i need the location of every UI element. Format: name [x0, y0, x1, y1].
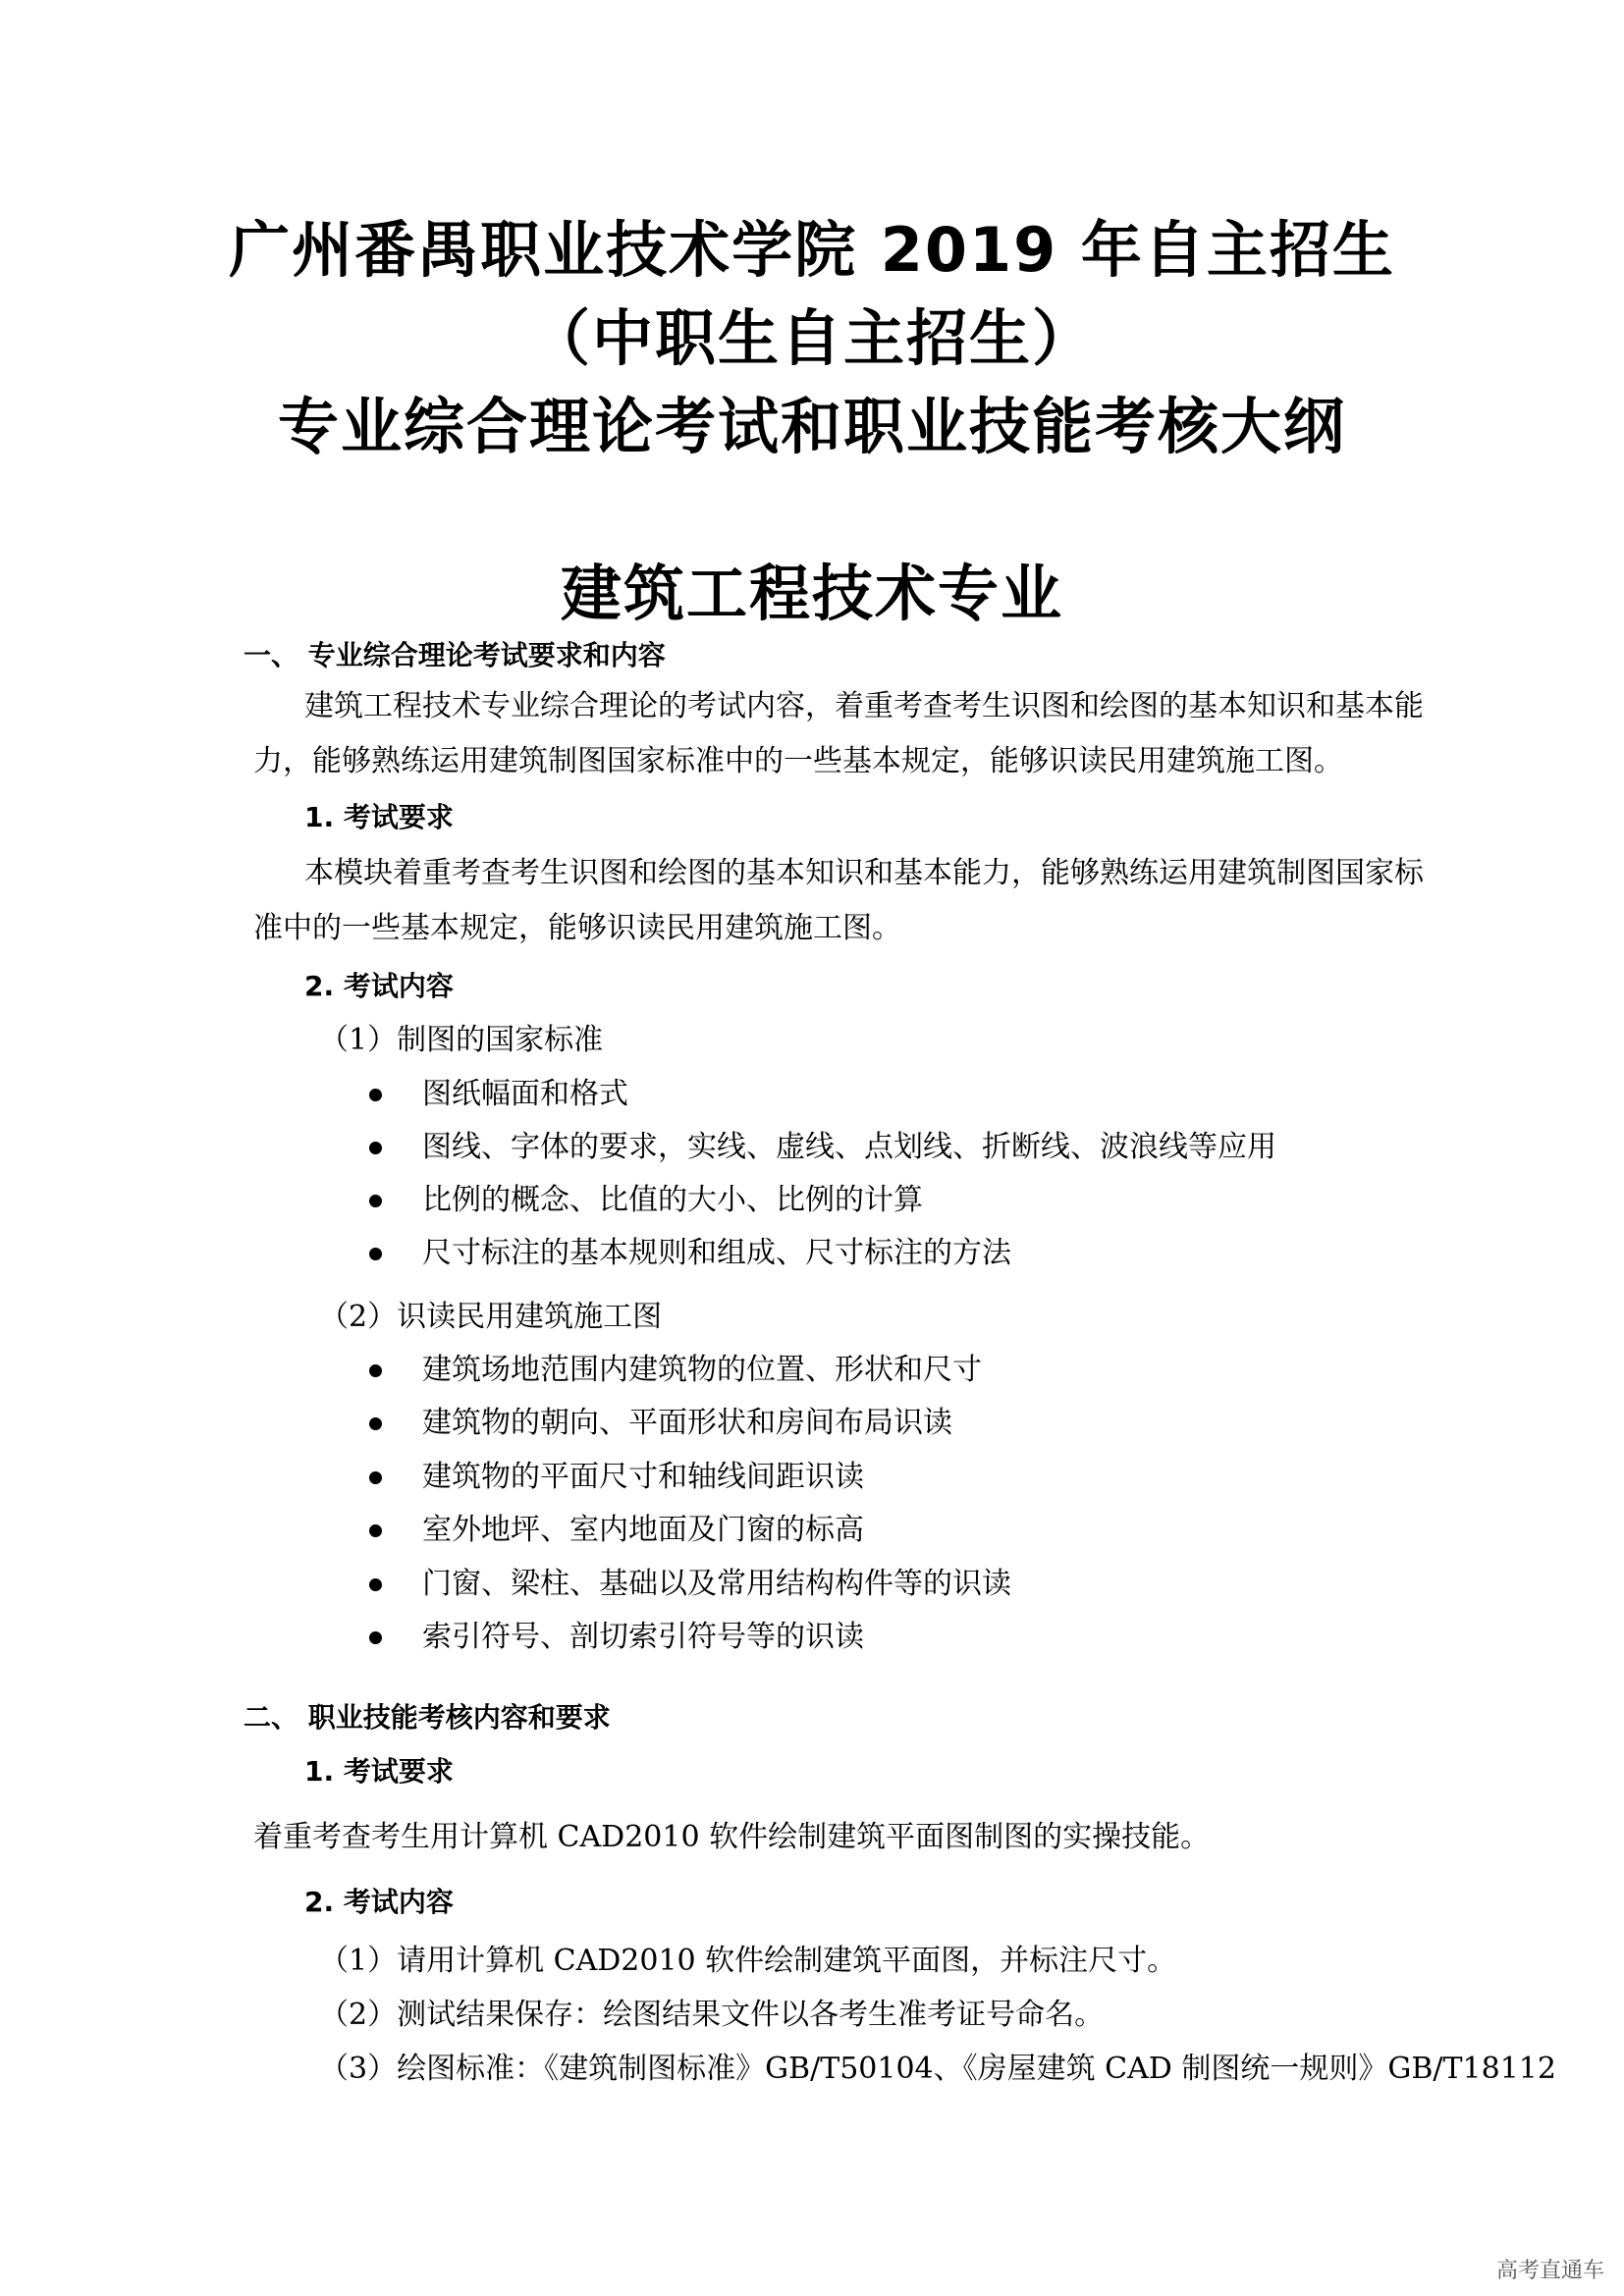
bullet-icon	[369, 1578, 382, 1591]
list-item: 室外地坪、室内地面及门窗的标高	[422, 1513, 864, 1547]
bullet-icon	[369, 1195, 382, 1207]
document-title-line-3: 专业综合理论考试和职业技能考核大纲	[277, 391, 1346, 462]
list-item: 图线、字体的要求，实线、虚线、点划线、折断线、波浪线等应用	[422, 1130, 1276, 1164]
section-2-requirements-text: 着重考查考生用计算机 CAD2010 软件绘制建筑平面图制图的实操技能。	[253, 1820, 1211, 1854]
section-1-requirements-line-1: 本模块着重考查考生识图和绘图的基本知识和基本能力，能够熟练运用建筑制图国家标	[304, 856, 1424, 890]
section-1-requirements-line-2: 准中的一些基本规定，能够识读民用建筑施工图。	[253, 911, 901, 945]
bullet-icon	[369, 1089, 382, 1101]
list-item: 建筑物的朝向、平面形状和房间布局识读	[422, 1406, 952, 1440]
list-item: （1）请用计算机 CAD2010 软件绘制建筑平面图，并标注尺寸。	[319, 1944, 1177, 1978]
document-title-line-1: 广州番禺职业技术学院 2019 年自主招生	[229, 214, 1395, 286]
list-item: 建筑场地范围内建筑物的位置、形状和尺寸	[422, 1353, 982, 1387]
list-item: 门窗、梁柱、基础以及常用结构构件等的识读	[422, 1567, 1011, 1601]
bullet-icon	[369, 1417, 382, 1430]
list-item: 比例的概念、比值的大小、比例的计算	[422, 1183, 923, 1217]
list-item: 尺寸标注的基本规则和组成、尺寸标注的方法	[422, 1236, 1011, 1270]
section-1-content-heading: 2. 考试内容	[304, 970, 454, 1002]
section-1-requirements-heading: 1. 考试要求	[304, 801, 454, 833]
section-2-requirements-heading: 1. 考试要求	[304, 1755, 454, 1788]
list-item: 索引符号、剖切索引符号等的识读	[422, 1620, 864, 1654]
major-title: 建筑工程技术专业	[560, 558, 1063, 629]
list-item: 图纸幅面和格式	[422, 1077, 628, 1111]
list-item: （3）绘图标准：《建筑制图标准》GB/T50104、《房屋建筑 CAD 制图统一规则》GB/T18112	[319, 2052, 1556, 2086]
section-1-heading: 一、 专业综合理论考试要求和内容	[244, 639, 666, 671]
footer-watermark: 高考直通车	[1495, 2259, 1604, 2283]
list-item: （2）测试结果保存：绘图结果文件以各考生准考证号命名。	[319, 1998, 1105, 2032]
bullet-icon	[369, 1631, 382, 1644]
subsection-1-heading: （1）制图的国家标准	[319, 1023, 604, 1057]
subsection-2-heading: （2）识读民用建筑施工图	[319, 1300, 663, 1334]
section-1-intro-line-1: 建筑工程技术专业综合理论的考试内容，着重考查考生识图和绘图的基本知识和基本能	[304, 689, 1424, 723]
section-2-heading: 二、 职业技能考核内容和要求	[244, 1701, 611, 1734]
bullet-icon	[369, 1248, 382, 1260]
section-2-content-heading: 2. 考试内容	[304, 1886, 454, 1918]
section-1-intro-line-2: 力，能够熟练运用建筑制图国家标准中的一些基本规定，能够识读民用建筑施工图。	[253, 744, 1343, 778]
bullet-icon	[369, 1142, 382, 1154]
bullet-icon	[369, 1364, 382, 1377]
document-title-line-2: （中职生自主招生）	[528, 302, 1095, 374]
bullet-icon	[369, 1471, 382, 1484]
bullet-icon	[369, 1524, 382, 1537]
list-item: 建筑物的平面尺寸和轴线间距识读	[422, 1460, 864, 1494]
